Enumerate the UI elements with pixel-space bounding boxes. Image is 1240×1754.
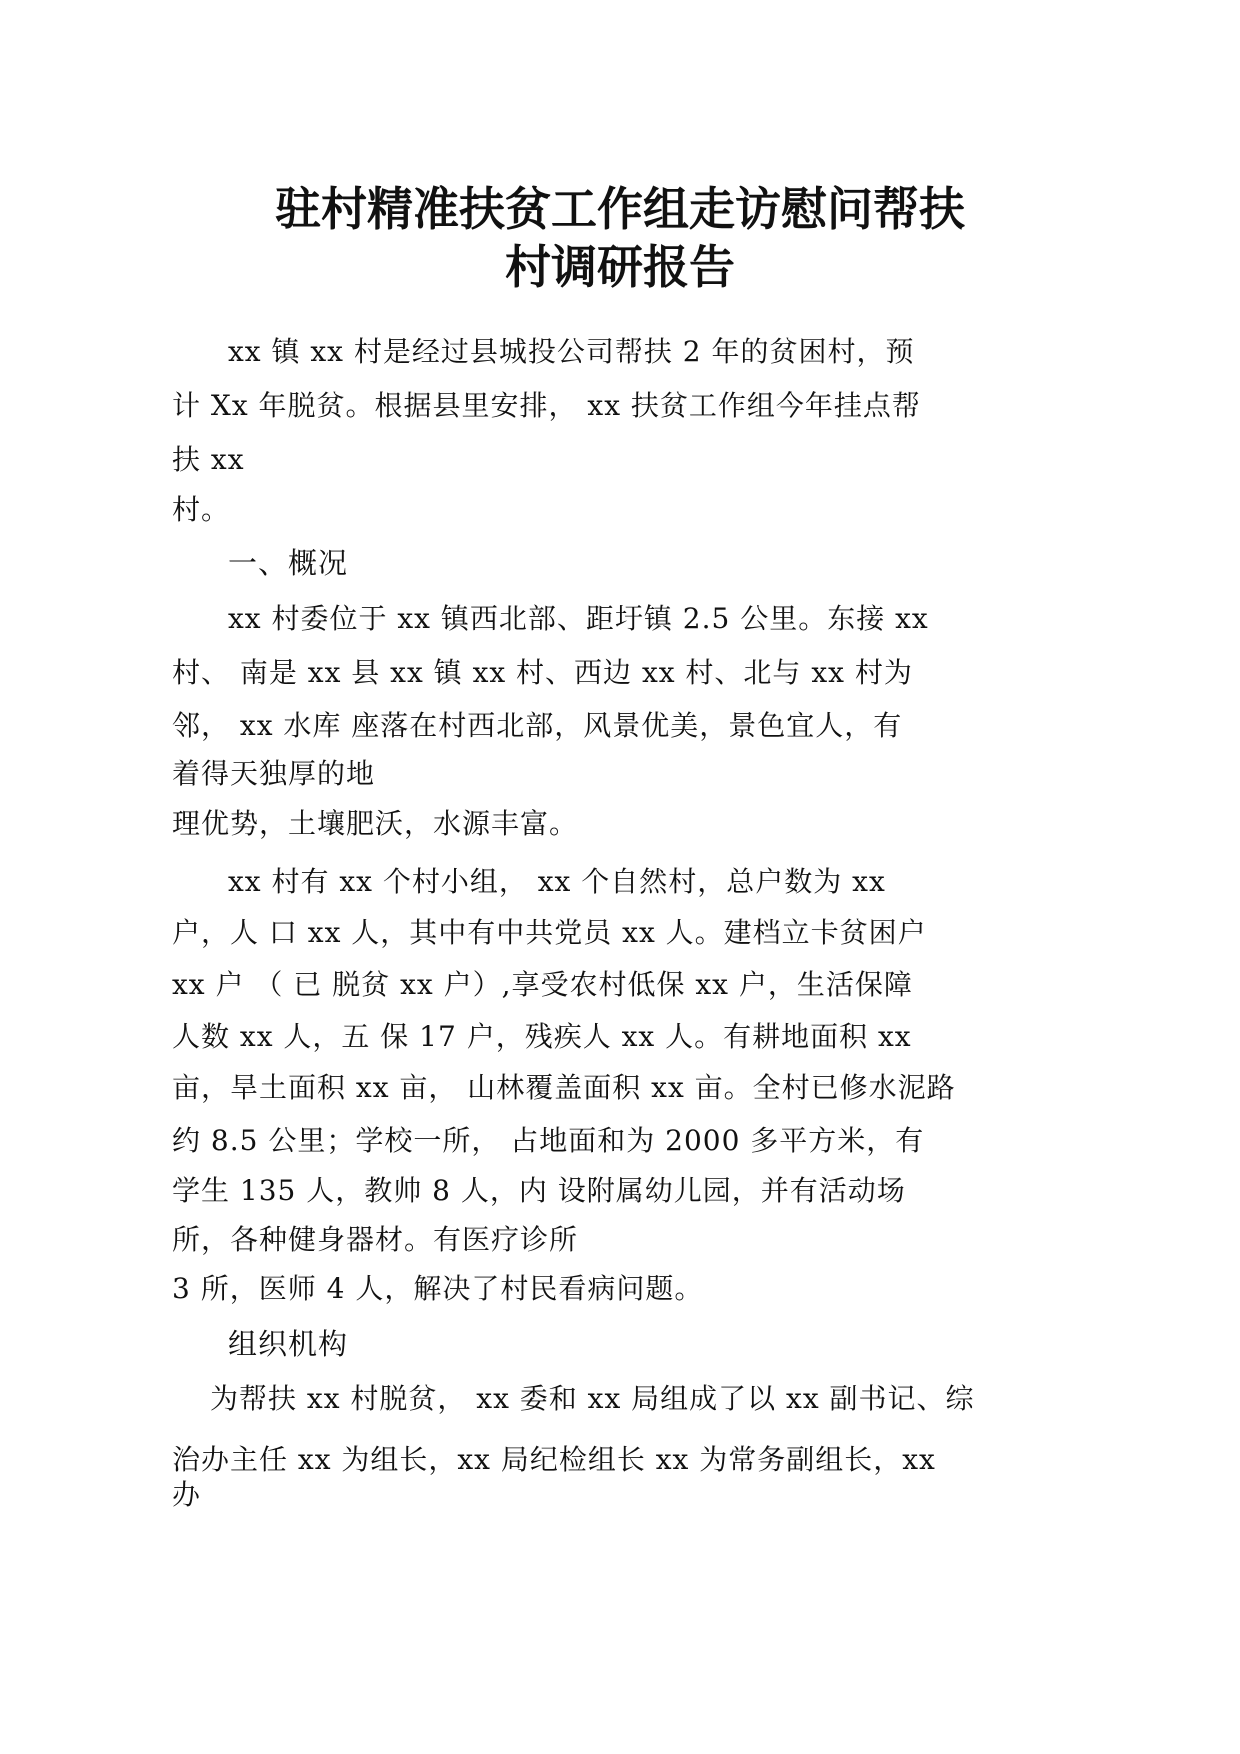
- paragraph-line: 所，各种健身器材。有医疗诊所: [172, 1223, 579, 1256]
- section-heading-overview: 一、概况: [228, 546, 349, 580]
- paragraph-line: 计 Xx 年脱贫。根据县里安排， xx 扶贫工作组今年挂点帮: [172, 389, 921, 422]
- paragraph-line: xx 镇 xx 村是经过县城投公司帮扶 2 年的贫困村，预: [228, 335, 915, 368]
- paragraph-line: 约 8.5 公里；学校一所， 占地面和为 2000 多平方米，有: [172, 1124, 925, 1157]
- document-title-line-1: 驻村精准扶贫工作组走访慰问帮扶: [275, 182, 965, 236]
- paragraph-line: 户，人 口 xx 人，其中有中共党员 xx 人。建档立卡贫困户: [172, 916, 927, 949]
- paragraph-line: xx 村有 xx 个村小组， xx 个自然村，总户数为 xx: [228, 865, 886, 898]
- paragraph-line: 办: [172, 1478, 202, 1511]
- section-heading-organization: 组织机构: [228, 1327, 349, 1361]
- paragraph-line: 人数 xx 人，五 保 17 户，残疾人 xx 人。有耕地面积 xx: [172, 1020, 912, 1053]
- paragraph-line: 村。: [172, 493, 231, 526]
- paragraph-line: 着得天独厚的地: [172, 757, 376, 790]
- paragraph-line: 3 所，医师 4 人，解决了村民看病问题。: [172, 1272, 704, 1305]
- paragraph-line: 村、 南是 xx 县 xx 镇 xx 村、西边 xx 村、北与 xx 村为: [172, 656, 913, 689]
- paragraph-line: xx 户 （ 已 脱贫 xx 户）,享受农村低保 xx 户，生活保障: [172, 968, 913, 1001]
- paragraph-line: 治办主任 xx 为组长，xx 局纪检组长 xx 为常务副组长，xx: [172, 1443, 936, 1476]
- paragraph-line: xx 村委位于 xx 镇西北部、距圩镇 2.5 公里。东接 xx: [228, 602, 929, 635]
- paragraph-line: 学生 135 人，教帅 8 人，内 设附属幼儿园，并有活动场: [172, 1174, 906, 1207]
- paragraph-line: 扶 xx: [172, 443, 245, 476]
- paragraph-line: 理优势，土壤肥沃，水源丰富。: [172, 807, 579, 840]
- paragraph-line: 邻， xx 水库 座落在村西北部，风景优美，景色宜人，有: [172, 709, 903, 742]
- paragraph-line: 亩，旱土面积 xx 亩， 山林覆盖面积 xx 亩。全村已修水泥路: [172, 1071, 956, 1104]
- paragraph-line: 为帮扶 xx 村脱贫， xx 委和 xx 局组成了以 xx 副书记、综: [210, 1382, 975, 1415]
- document-title-line-2: 村调研报告: [505, 240, 735, 294]
